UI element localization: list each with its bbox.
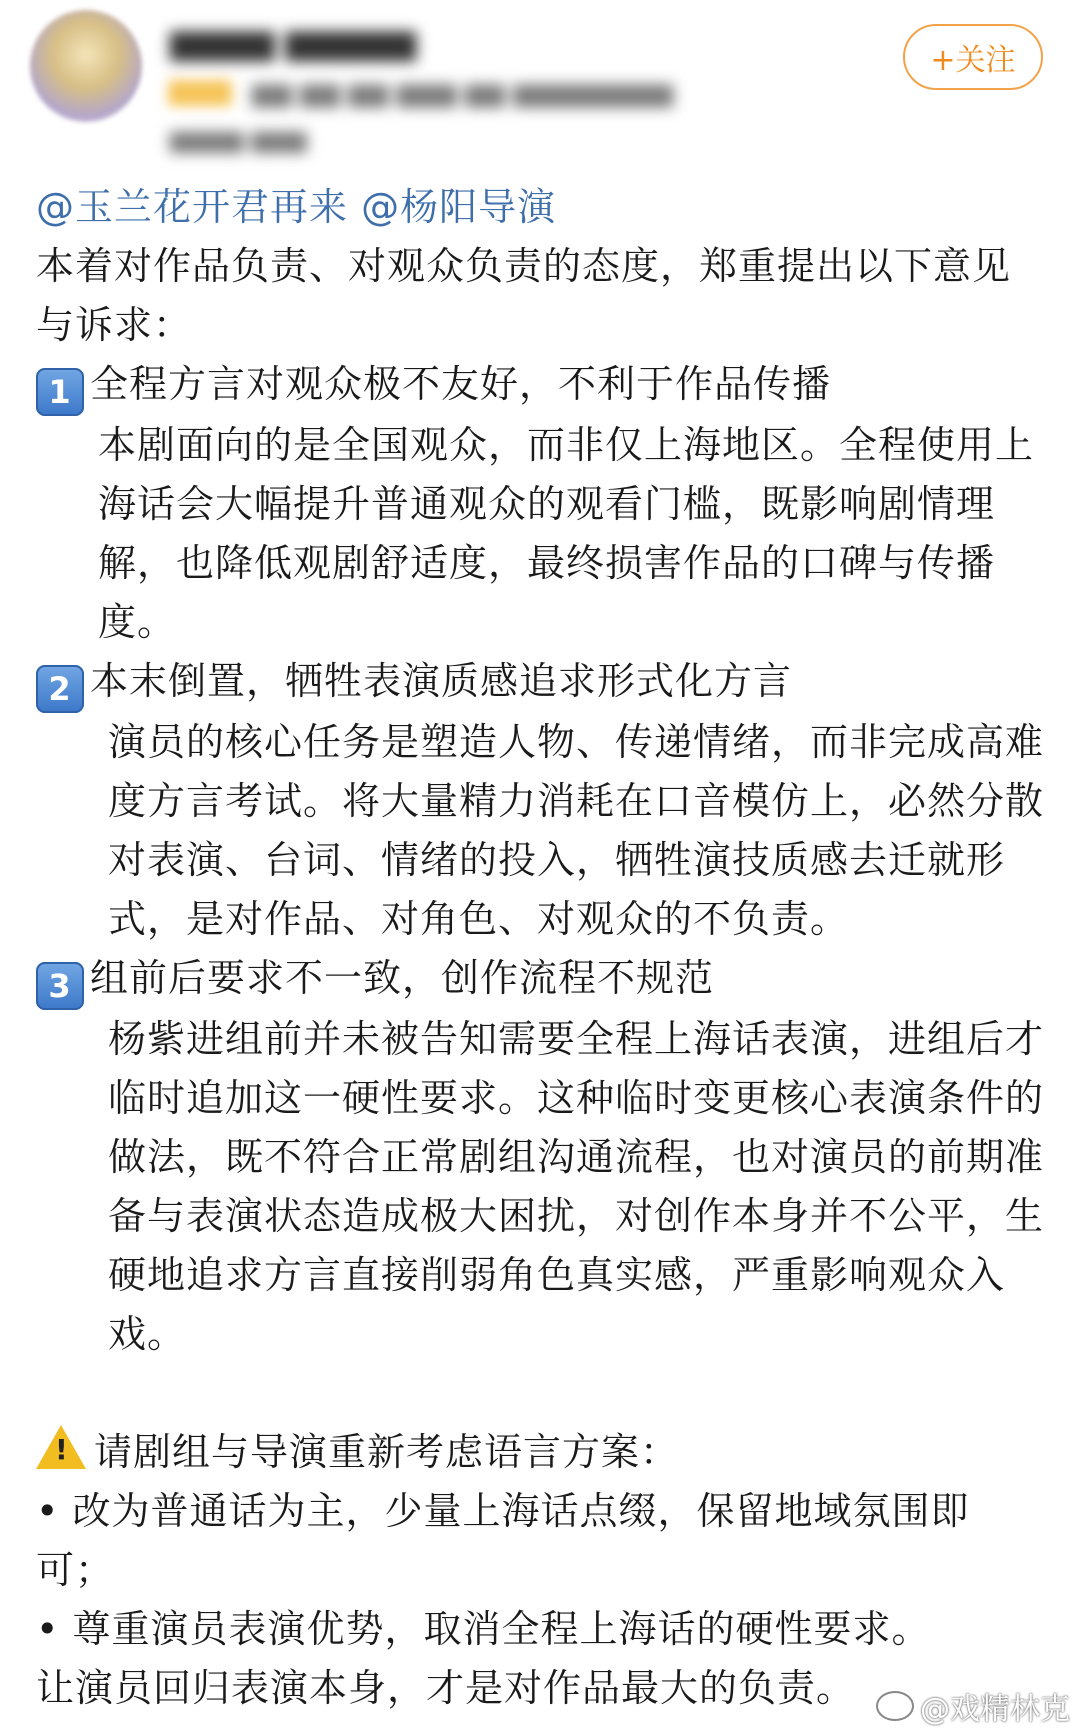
follow-button[interactable]: +关注 xyxy=(903,24,1043,90)
point-body-2: 演员的核心任务是塑造人物、传递情绪，而非完成高难度方言考试。将大量精力消耗在口音模仿上，必然分散对表演、台词、情绪的投入，牺牲演技质感去迁就形式，是对作品、对角色、对观众的不负责。 xyxy=(108,720,1045,941)
watermark xyxy=(876,1684,1070,1728)
post-intro: 本着对作品负责、对观众负责的态度，郑重提出以下意见与诉求： xyxy=(36,244,1012,347)
warning-icon: ! xyxy=(36,1425,86,1469)
request-title-text: 请剧组与导演重新考虑语言方案： xyxy=(94,1430,680,1474)
blurred-post-sub: ▆▆▆▆ ▆▆▆ xyxy=(170,125,307,153)
point-title-text: 本末倒置，牺牲表演质感追求形式化方言 xyxy=(90,659,793,703)
spacer xyxy=(36,1364,1046,1423)
avatar[interactable] xyxy=(30,10,142,122)
point-title-text: 组前后要求不一致，创作流程不规范 xyxy=(90,956,715,1000)
post-content xyxy=(36,178,1046,1718)
mention-links[interactable]: @玉兰花开君再来 @杨阳导演 xyxy=(36,185,557,229)
blurred-post-meta: ▆▆ ▆▆ ▆▆ ▆▆▆ ▆▆ ▆▆▆▆▆▆▆▆ xyxy=(252,78,674,108)
keycap-3-icon: 3 xyxy=(36,962,84,1010)
keycap-1-icon: 1 xyxy=(36,368,84,416)
point-title-3 xyxy=(36,949,1046,1010)
point-title-text: 全程方言对观众极不友好，不利于作品传播 xyxy=(90,362,832,406)
point-body-1: 本剧面向的是全国观众，而非仅上海地区。全程使用上海话会大幅提升普通观众的观看门槛，既影响剧情理解，也降低观剧舒适度，最终损害作品的口碑与传播度。 xyxy=(98,423,1035,644)
request-title xyxy=(36,1423,1046,1482)
post-header xyxy=(0,0,1080,175)
point-body-3: 杨紫进组前并未被告知需要全程上海话表演，进组后才临时追加这一硬性要求。这种临时变更核心表演条件的做法，既不符合正常剧组沟通流程，也对演员的前期准备与表演状态造成极大困扰，对创作本身并不公平，生硬地追求方言直接削弱角色真实感，严重影响观众入戏。 xyxy=(108,1017,1045,1356)
point-title-1 xyxy=(36,355,1046,416)
request-item: • 尊重演员表演优势，取消全程上海话的硬性要求。 xyxy=(36,1607,931,1651)
closing-line: 让演员回归表演本身，才是对作品最大的负责。 xyxy=(36,1666,856,1710)
point-title-2 xyxy=(36,652,1046,713)
weibo-logo-icon xyxy=(876,1691,914,1721)
blurred-badge xyxy=(168,80,232,106)
request-item: • 改为普通话为主，少量上海话点缀，保留地域氛围即可； xyxy=(36,1489,970,1592)
watermark-text: @戏精林克 xyxy=(920,1692,1070,1727)
blurred-username: ▆▆▆▆ ▆▆▆▆▆ xyxy=(170,22,417,62)
keycap-2-icon: 2 xyxy=(36,665,84,713)
